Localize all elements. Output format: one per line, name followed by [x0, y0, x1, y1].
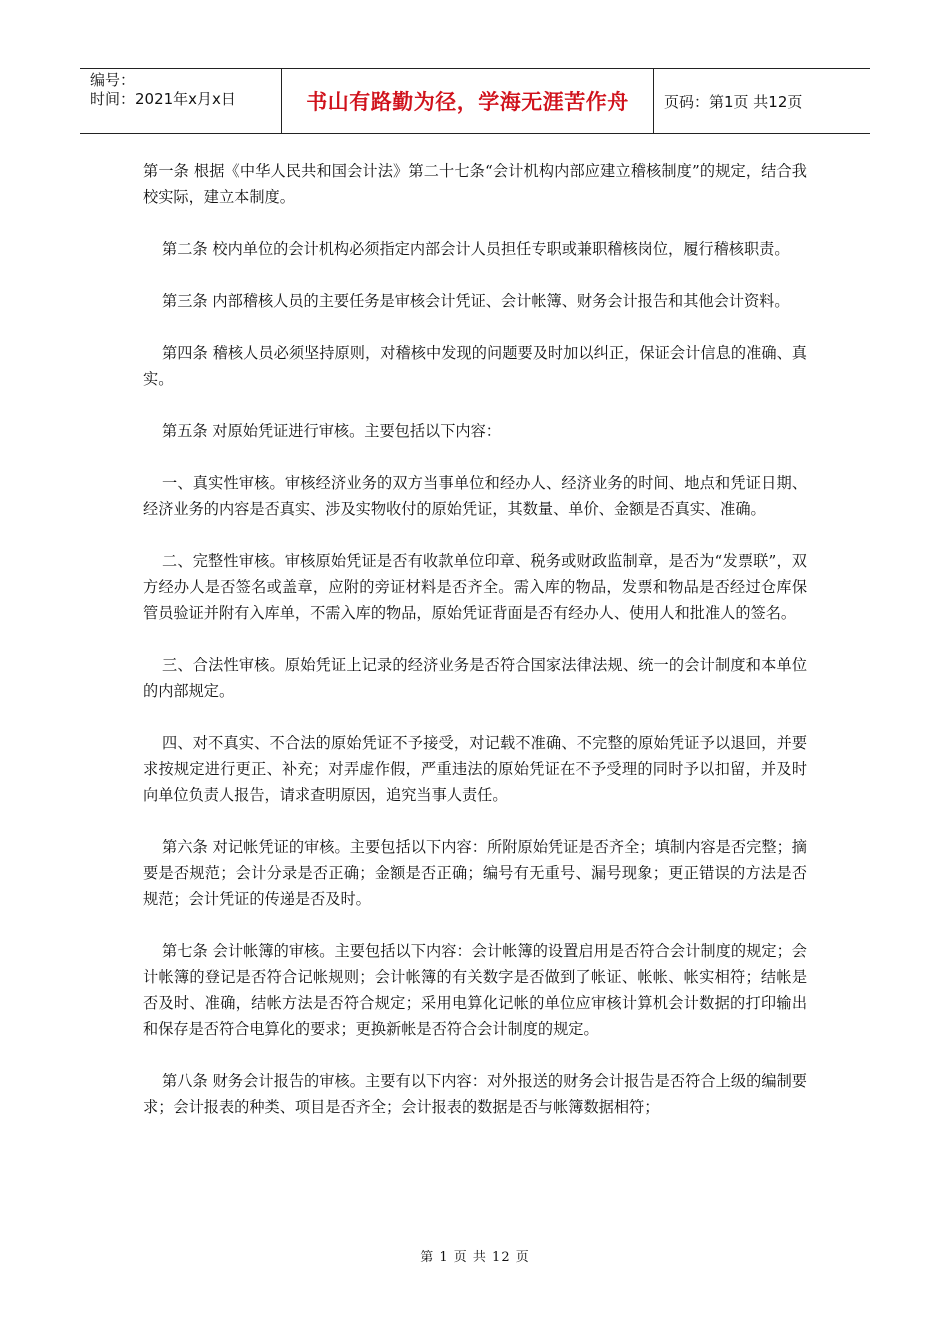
article-1: 第一条 根据《中华人民共和国会计法》第二十七条“会计机构内部应建立稽核制度”的规定，结合我校实际，建立本制度。 — [143, 162, 807, 206]
clause-rejection: 四、对不真实、不合法的原始凭证不予接受，对记载不准确、不完整的原始凭证予以退回，并要求按规定进行更正、补充；对弄虚作假，严重违法的原始凭证在不予受理的同时予以扣留，并及时向单位负责人报告，请求查明原因，追究当事人责任。 — [143, 734, 807, 804]
page-footer: 第 1 页 共 12 页 — [420, 1250, 530, 1265]
article-5: 第五条 对原始凭证进行审核。主要包括以下内容： — [162, 422, 501, 440]
header-page-code: 页码：第1页 共12页 — [664, 92, 803, 111]
article-8: 第八条 财务会计报告的审核。主要有以下内容：对外报送的财务会计报告是否符合上级的编制要求；会计报表的种类、项目是否齐全；会计报表的数据是否与帐簿数据相符； — [143, 1072, 807, 1116]
header-motto: 书山有路勤为径，学海无涯苦作舟 — [282, 69, 654, 133]
clause-authenticity: 一、真实性审核。审核经济业务的双方当事单位和经办人、经济业务的时间、地点和凭证日期、经济业务的内容是否真实、涉及实物收付的原始凭证，其数量、单价、金额是否真实、准确。 — [143, 474, 807, 518]
document-body — [143, 158, 807, 1146]
clause-completeness: 二、完整性审核。审核原始凭证是否有收款单位印章、税务或财政监制章，是否为“发票联”，双方经办人是否签名或盖章，应附的旁证材料是否齐全。需入库的物品，发票和物品是否经过仓库保管员验证并附有入库单，不需入库的物品，原始凭证背面是否有经办人、使用人和批准人的签名。 — [143, 552, 807, 622]
article-2: 第二条 校内单位的会计机构必须指定内部会计人员担任专职或兼职稽核岗位，履行稽核职责。 — [162, 240, 790, 258]
clause-legality: 三、合法性审核。原始凭证上记录的经济业务是否符合国家法律法规、统一的会计制度和本单位的内部规定。 — [143, 656, 807, 700]
article-4: 第四条 稽核人员必须坚持原则，对稽核中发现的问题要及时加以纠正，保证会计信息的准确、真实。 — [143, 344, 807, 388]
article-6: 第六条 对记帐凭证的审核。主要包括以下内容：所附原始凭证是否齐全；填制内容是否完整；摘要是否规范；会计分录是否正确；金额是否正确；编号有无重号、漏号现象；更正错误的方法是否规范；会计凭证的传递是否及时。 — [143, 838, 807, 908]
article-3: 第三条 内部稽核人员的主要任务是审核会计凭证、会计帐簿、财务会计报告和其他会计资料。 — [162, 292, 790, 310]
header-meta — [80, 69, 282, 133]
page-header — [80, 68, 870, 134]
document-date: 时间：2021年x月x日 — [90, 90, 236, 108]
document-number-label: 编号： — [90, 71, 136, 89]
article-7: 第七条 会计帐簿的审核。主要包括以下内容：会计帐簿的设置启用是否符合会计制度的规定；会计帐簿的登记是否符合记帐规则；会计帐簿的有关数字是否做到了帐证、帐帐、帐实相符；结帐是否及时、准确，结帐方法是否符合规定；采用电算化记帐的单位应审核计算机会计数据的打印输出和保存是否符合电算化的要求；更换新帐是否符合会计制度的规定。 — [143, 942, 807, 1038]
